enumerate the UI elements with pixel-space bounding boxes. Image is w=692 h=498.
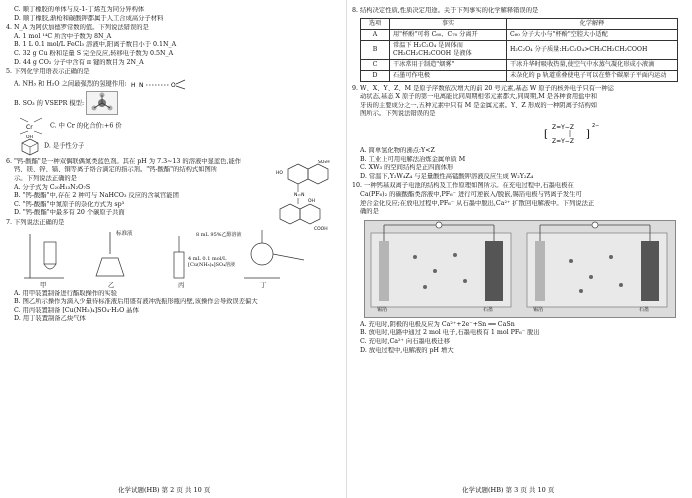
q9-stem-line-1: 9. W、X、Y、Z、M 是原子序数依次增大的前 20 号元素,基态 W 原子的核外电子只有一种运 — [352, 84, 614, 92]
q10-stem-line-3: 逆合金化反应;在放电过程中,PF₆⁻ 从石墨中脱出,Ca²⁺ 扩散回电解液中。下列说法正 — [360, 199, 595, 207]
svg-text:OH: OH — [308, 198, 315, 204]
table-cell: 干冰常用于制造"烟雾" — [390, 59, 507, 70]
q9-stem-line-3: 牙齿的主要成分之一,五种元素中只有 M 是金属元素。Y、Z 形成的一种阴离子结构如 — [360, 101, 598, 109]
q8-stem: 8. 结构决定性质,性质决定用途。关于下列事实的化学解释错误的是 — [352, 7, 539, 14]
q9-option-a: A. 简单氢化物的沸点:Y<Z — [360, 146, 435, 154]
page-divider — [346, 0, 347, 498]
burette-label: 标准液 — [116, 230, 133, 237]
q4-option-a: A. 1 mol ¹⁴C 所含中子数为 8N_A — [14, 32, 112, 40]
q7-apparatus-figure — [6, 228, 344, 290]
question-8 — [352, 7, 686, 82]
apparatus-label-yi: 乙 — [108, 281, 115, 289]
table-header-option: 选项 — [361, 18, 390, 29]
q10-stem-line-4: 确的是 — [360, 208, 379, 216]
q5-option-a — [6, 77, 344, 91]
q4-option-d: D. 44 g CO₂ 分子中含有 π 键的数目为 2N_A — [14, 58, 144, 66]
q3-option-d: D. 顺丁橡胶,渐枪和碳酸钾都属于人工合成高分子材料 — [14, 14, 164, 22]
copper-solution-label: 4 mL 0.1 mol/L [Cu(NH₃)₄]SO₄溶液 — [188, 255, 236, 268]
svg-text:Cr: Cr — [26, 123, 33, 131]
q5-option-c-text: C. 中 Cr 的化合价:+6 价 — [50, 122, 122, 130]
q10-option-d: D. 放电过程中,电解液的 pH 增大 — [360, 346, 454, 354]
table-header-row — [361, 18, 678, 29]
q3-option-c: C. 顺丁橡胶的单体与反-1-丁烯互为同分异构体 — [14, 6, 145, 13]
right-page-footer: 化学试题(HB) 第 3 页 共 10 页 — [462, 486, 555, 494]
question-4 — [6, 24, 344, 67]
right-page — [352, 6, 686, 355]
question-9 — [352, 85, 686, 182]
left-page — [6, 6, 344, 324]
svg-text:O: O — [170, 81, 176, 89]
svg-text:N: N — [138, 81, 144, 89]
question-10 — [352, 182, 686, 355]
q7-option-a: A. 用甲装置制备进行酯取操作的实验 — [14, 289, 118, 297]
q9-stem-line-2: 动状态,基态 X 原子的第一电离能比同周期相邻元素都大,同周期,M 是各种食用盐中和 — [360, 93, 598, 101]
adamantanol-structure-diagram — [14, 135, 42, 157]
q5-option-a-text: A. NH₃ 和 H₂O 之间最强烈的氢键作用: — [14, 80, 127, 88]
table-header-explanation: 化学解释 — [507, 18, 678, 29]
q6-stem-line-2: 钙、镁、锌、镉、铜等离子络合滴定的指示剂。"钙-酸酯"的结构式如图所 — [14, 166, 218, 174]
q10-option-b: B. 放电时,电路中通过 2 mol 电子,石墨电极有 1 mol PF₆⁻ 脱出 — [360, 329, 540, 337]
q4-stem: 4. N_A 为阿伏加德罗常数的值。下列说法错误的是 — [6, 24, 149, 32]
table-cell: C — [361, 59, 390, 70]
svg-text:COOH: COOH — [314, 226, 328, 232]
q6-option-d: D. "钙-酸酯"中最多有 20 个碳原子共面 — [14, 209, 125, 217]
q5-option-c — [6, 117, 344, 135]
q9-option-b: B. 工业上可用电解法冶炼金属单质 M — [360, 155, 466, 163]
q9-option-c: C. XW₃ 的空间结构是正四面体形 — [360, 164, 454, 172]
table-cell: B — [361, 40, 390, 59]
table-cell: 干冰升华时吸收热量,使空气中水蒸气凝化形成小液滴 — [507, 59, 678, 70]
table-cell: D — [361, 70, 390, 81]
table-row — [361, 59, 678, 70]
question-5 — [6, 68, 344, 157]
electrode-label-graphite-1: 石墨 — [483, 307, 494, 314]
q4-option-b: B. 1 L 0.1 mol/L FeCl₃ 溶液中,阳离子数目小于 0.1N_A — [14, 41, 177, 49]
svg-text:SO₃H: SO₃H — [318, 159, 330, 165]
q7-option-d: D. 用丁装置制备乙炔气体 — [14, 315, 86, 323]
calcon-structure-diagram — [268, 160, 338, 232]
electrode-label-tin-2: 锡箔 — [533, 307, 544, 314]
left-page-footer: 化学试题(HB) 第 2 页 共 10 页 — [118, 486, 211, 494]
vsepr-model-image — [86, 91, 118, 115]
q6-stem-line-3: 示。下列说法正确的是 — [14, 174, 77, 182]
table-cell: A — [361, 29, 390, 40]
electrode-label-graphite-2: 石墨 — [639, 307, 650, 314]
svg-text:OH: OH — [26, 134, 33, 140]
table-header-fact: 事实 — [390, 18, 507, 29]
q10-stem-line-1: 10. 一种钙基双离子电池的结构及工作原理如图所示。在充电过程中,石墨电极在 — [352, 182, 574, 190]
question-7 — [6, 219, 344, 324]
table-row — [361, 29, 678, 40]
table-cell: 石墨可作电极 — [390, 70, 507, 81]
q9-option-d: D. 常温下,Y₂W₄Z₄ 与足量酸性高锰酸钾溶液反应生成 W₂Y₂Z₄ — [360, 172, 534, 180]
svg-text:]: ] — [586, 128, 590, 140]
battery-cells-diagram — [365, 221, 675, 317]
apparatus-label-jia: 甲 — [40, 281, 47, 289]
svg-text:Z=Y−Z: Z=Y−Z — [552, 123, 574, 131]
q9-anion-figure-space — [352, 119, 686, 147]
q10-stem-line-2: Ca(PF₆)₂ 的碳酸酯类溶液中,PF₆⁻ 进行可逆嵌入/脱嵌,锡箔电极与钙离子发生可 — [360, 190, 582, 198]
q10-option-c: C. 充电时,Ca²⁺ 向石墨电极迁移 — [360, 337, 450, 345]
svg-text:H: H — [130, 81, 136, 89]
table-row — [361, 70, 678, 81]
chromium-structure-diagram — [14, 117, 48, 135]
battery-diagram-photo — [364, 220, 676, 318]
table-cell: C₆₀ 分子大小与"杯酚"空腔大小适配 — [507, 29, 678, 40]
table-cell: 用"杯酚"可将 C₆₀、C₇₀ 分离开 — [390, 29, 507, 40]
q6-option-a: A. 分子式为 C₂₀H₁₃N₂O₇S — [14, 183, 91, 191]
svg-text:Z=Y−Z: Z=Y−Z — [552, 137, 574, 145]
hydrogen-bond-diagram — [129, 77, 199, 91]
q7-option-b: B. 图乙所示操作为滴入少量待标准液后用盛有液冲洗振形瓶内壁,该操作会导致误差偏大 — [14, 298, 258, 306]
q6-option-c: C. "钙-酸酯"中氮原子的杂化方式为 sp³ — [14, 200, 125, 208]
svg-text:[: [ — [544, 128, 548, 140]
q5-option-d-text: D. 是手性分子 — [44, 142, 85, 150]
apparatus-label-bing: 丙 — [178, 281, 185, 289]
q4-option-c: C. 32 g Cu 粉和足量 S 完全反应,转移电子数为 0.5N_A — [14, 49, 174, 57]
q6-stem-line-1: 6. "钙-酸酯"是一种双偶联偶氮类蓝色剂。其在 pH 为 7.3~13 的溶液中显蓝色,能作 — [6, 157, 242, 165]
lab-apparatus-diagram — [14, 228, 314, 284]
apparatus-label-ding: 丁 — [260, 281, 267, 289]
svg-text:N=N: N=N — [294, 192, 305, 198]
svg-text:HO: HO — [276, 170, 283, 176]
anion-structure-diagram — [542, 119, 612, 149]
ethanol-label: 8 mL 95%乙醇溶液 — [196, 231, 242, 238]
q7-option-c: C. 用丙装置制备 [Cu(NH₃)₄]SO₄·H₂O 晶体 — [14, 306, 139, 314]
q9-stem-line-4: 图所示。下列说法错误的是 — [360, 110, 436, 118]
q7-stem: 7. 下列说法正确的是 — [6, 218, 65, 226]
table-cell: 常温下 H₂C₂O₄ 是固体而 CH₃CH₂CH₂COOH 是液体 — [390, 40, 507, 59]
table-cell: 未杂化的 p 轨道重叠使电子可以在整个碳原子平面内运动 — [507, 70, 678, 81]
svg-text:2−: 2− — [592, 122, 600, 129]
q6-option-b: B. "钙-酸酯"中,存在 2 种可与 NaHCO₃ 反应的含氧官能团 — [14, 192, 179, 200]
q5-stem: 5. 下列化学用语表示正确的是 — [6, 68, 90, 76]
q8-table — [360, 18, 678, 82]
table-cell: H₂C₂O₄ 分子质量:H₂C₂O₄>CH₃CH₂CH₂COOH — [507, 40, 678, 59]
q5-option-b — [6, 91, 344, 117]
q5-option-b-text: B. SO₃ 的 VSEPR 模型: — [14, 99, 85, 107]
q5-option-d — [6, 135, 344, 157]
table-row — [361, 40, 678, 59]
electrode-label-tin-1: 锡箔 — [377, 307, 388, 314]
q10-option-a: A. 充电时,阴极的电极反应为 Ca²⁺+2e⁻+Sn ══ CaSn — [360, 320, 515, 328]
